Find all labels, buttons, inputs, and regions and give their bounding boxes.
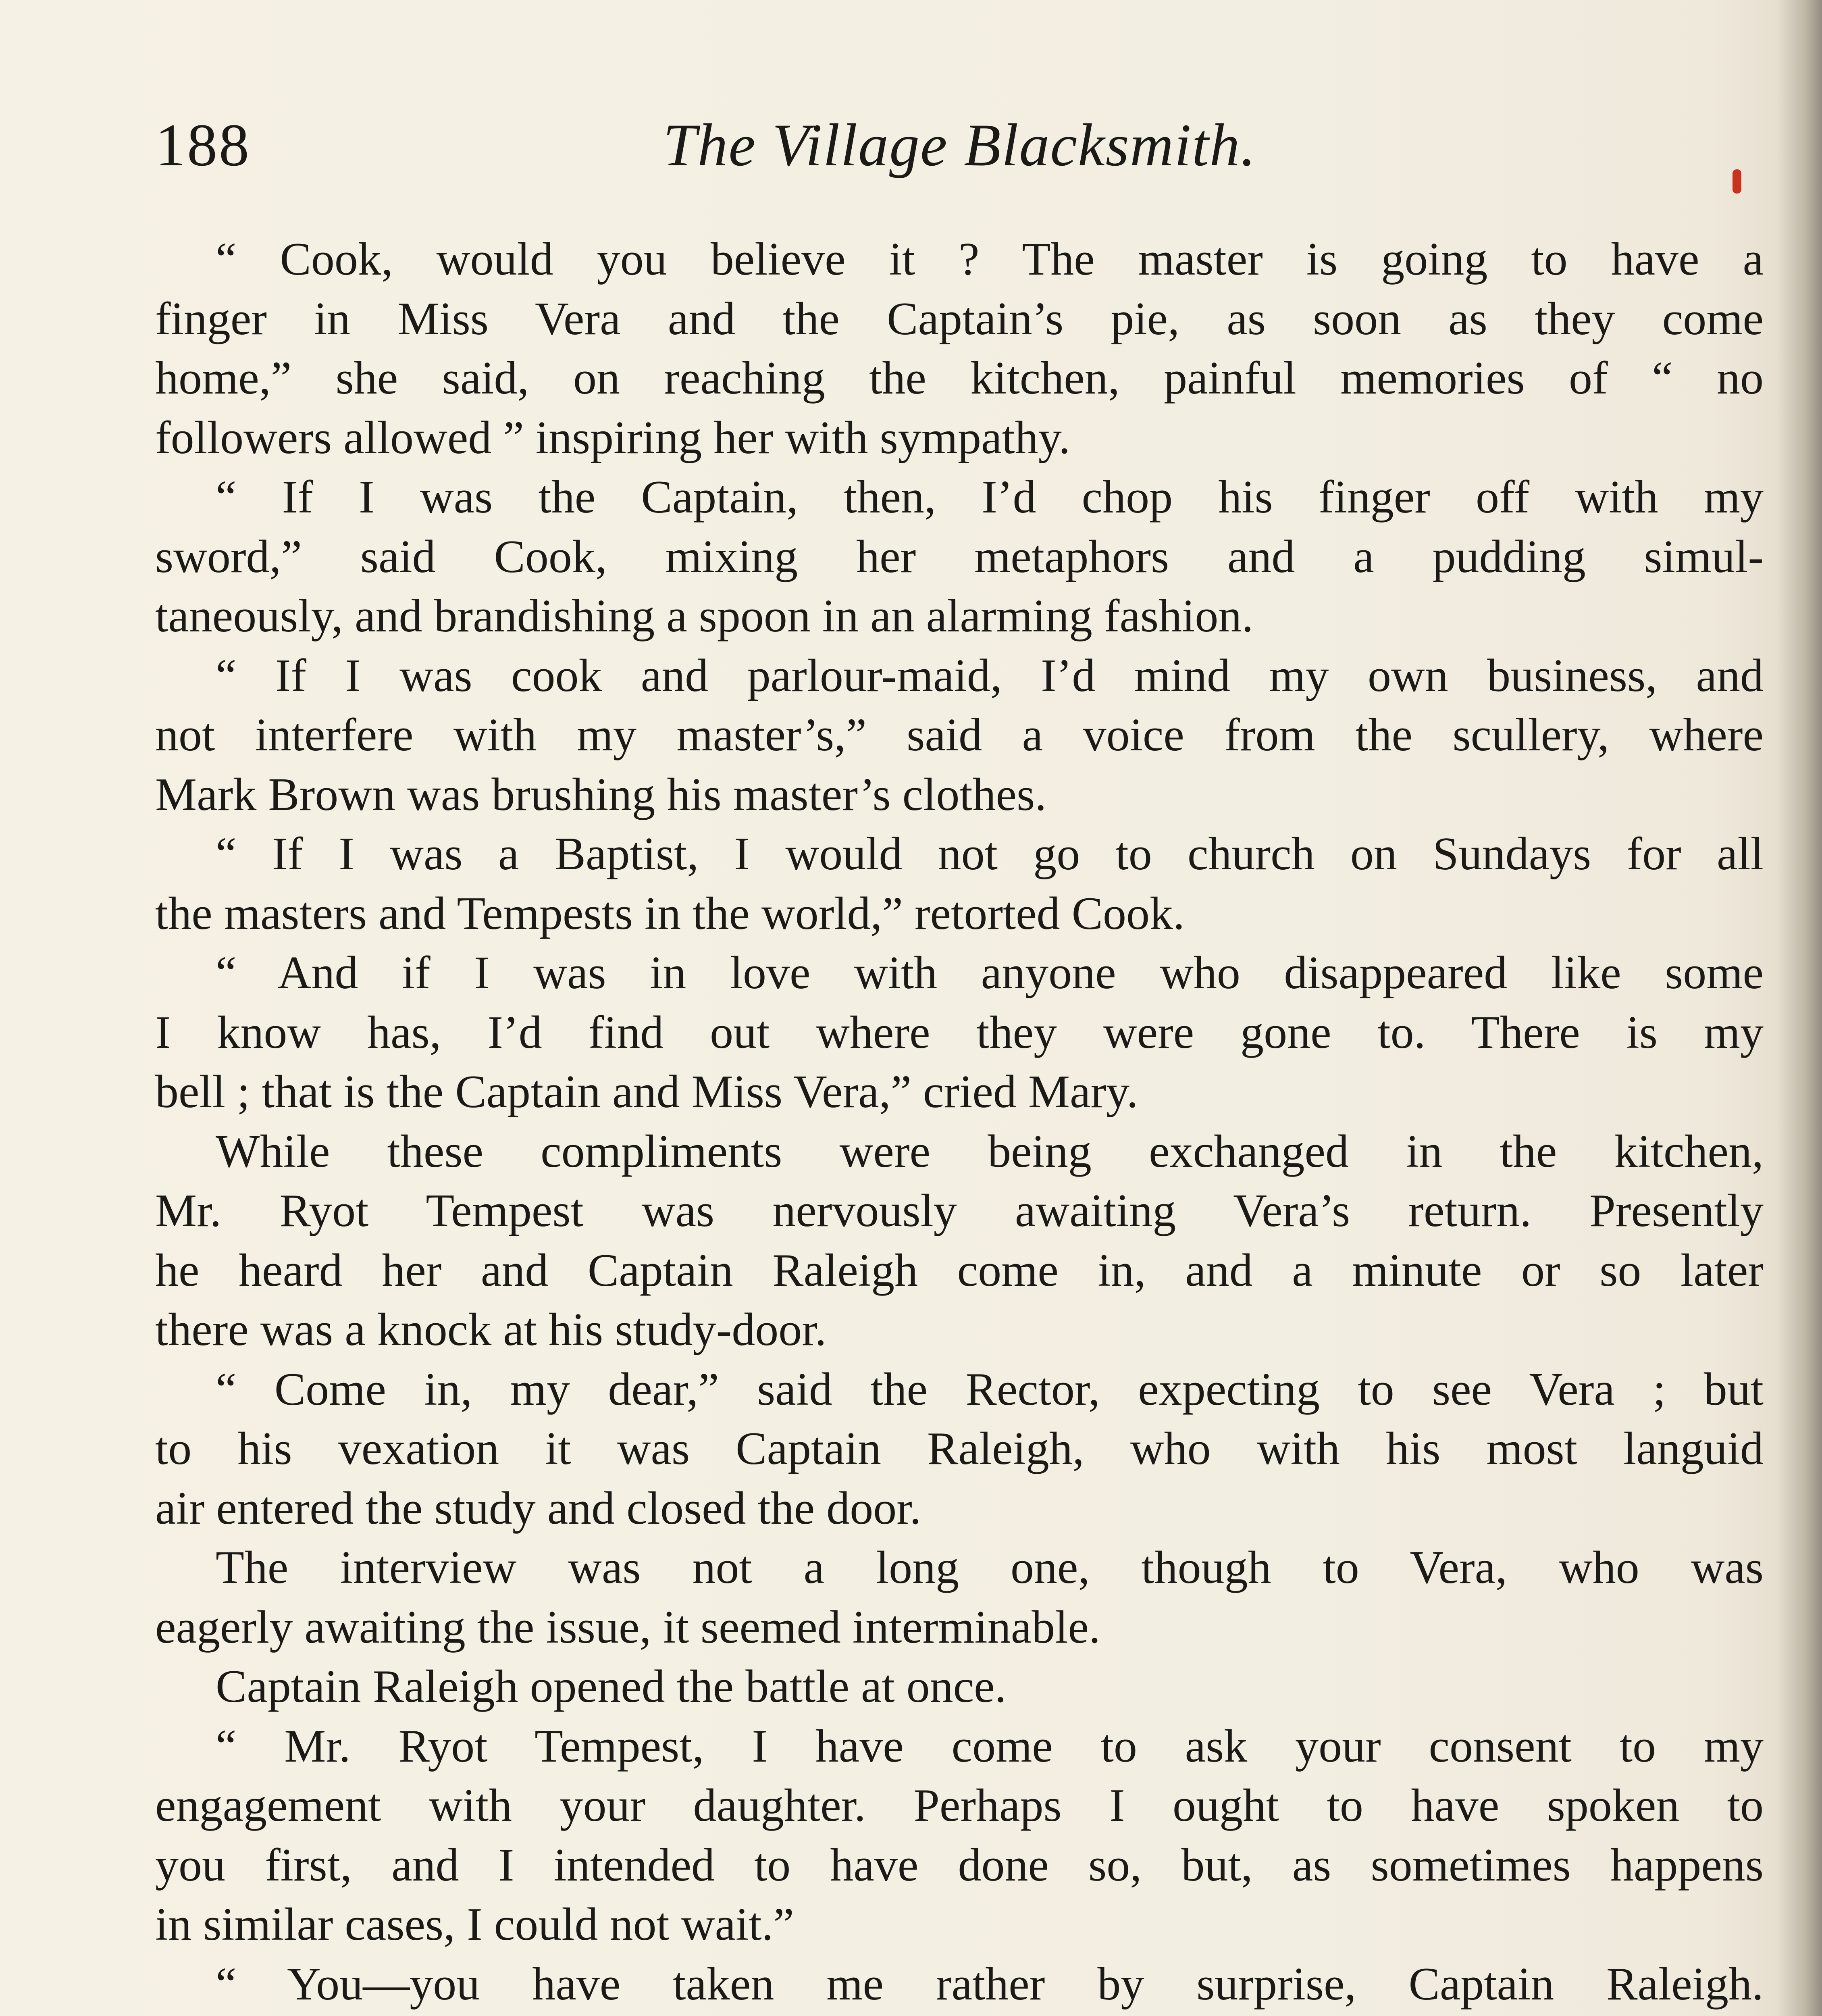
text-line: I know has, I’d find out where they were gone to. There is my [155,1006,1764,1058]
text-line: “ And if I was in love with anyone who disappeared like some [216,947,1764,999]
text-line: eagerly awaiting the issue, it seemed interminable. [155,1601,1100,1653]
text-line: air entered the study and closed the door. [155,1482,921,1534]
text-line: you first, and I intended to have done so, but, as sometimes happens [155,1839,1764,1891]
text-line: Captain Raleigh opened the battle at once. [216,1661,1007,1712]
page-number: 188 [155,112,251,179]
text-line: “ You—you have taken me rather by surprise, Captain Raleigh. [216,1958,1764,2010]
text-line: The interview was not a long one, though to Vera, who was [216,1542,1764,1593]
text-line: “ If I was a Baptist, I would not go to church on Sundays for all [216,828,1764,880]
page-header [155,101,1764,181]
body-text [155,230,1764,2016]
text-line: sword,” said Cook, mixing her metaphors and a pudding simul- [155,531,1764,583]
text-line [155,2014,1764,2016]
text-line: he heard her and Captain Raleigh come in, and a minute or so later [155,1244,1764,1296]
text-line: bell ; that is the Captain and Miss Vera,” cried Mary. [155,1066,1138,1118]
text-line: not interfere with my master’s,” said a voice from the scullery, where [155,709,1764,761]
text-line: in similar cases, I could not wait.” [155,1899,794,1950]
text-line: “ If I was the Captain, then, I’d chop his finger off with my [216,471,1764,523]
text-line: “ If I was cook and parlour-maid, I’d mind my own business, and [216,650,1764,702]
text-line: “ Come in, my dear,” said the Rector, expecting to see Vera ; but [216,1363,1764,1415]
text-line: followers allowed ” inspiring her with sympathy. [155,412,1071,464]
text-line: there was a knock at his study-door. [155,1304,827,1356]
text-line: home,” she said, on reaching the kitchen, painful memories of “ no [155,352,1764,404]
text-line: taneously, and brandishing a spoon in an alarming fashion. [155,590,1254,642]
text-line: “ Cook, would you believe it ? The master is going to have a [216,233,1764,285]
text-line: finger in Miss Vera and the Captain’s pie, as soon as they come [155,293,1764,345]
page-binding-edge [1778,0,1822,2016]
text-line: the masters and Tempests in the world,” retorted Cook. [155,887,1185,939]
text-line: to his vexation it was Captain Raleigh, who with his most languid [155,1423,1764,1475]
text-line: Mark Brown was brushing his master’s clothes. [155,768,1047,821]
text-line: engagement with your daughter. Perhaps I ought to have spoken to [155,1780,1764,1831]
text-line: While these compliments were being exchanged in the kitchen, [216,1125,1764,1177]
text-line: “ Mr. Ryot Tempest, I have come to ask your consent to my [216,1720,1764,1772]
running-title: The Village Blacksmith. [663,112,1257,179]
text-line: Mr. Ryot Tempest was nervously awaiting Vera’s return. Presently [155,1185,1764,1237]
